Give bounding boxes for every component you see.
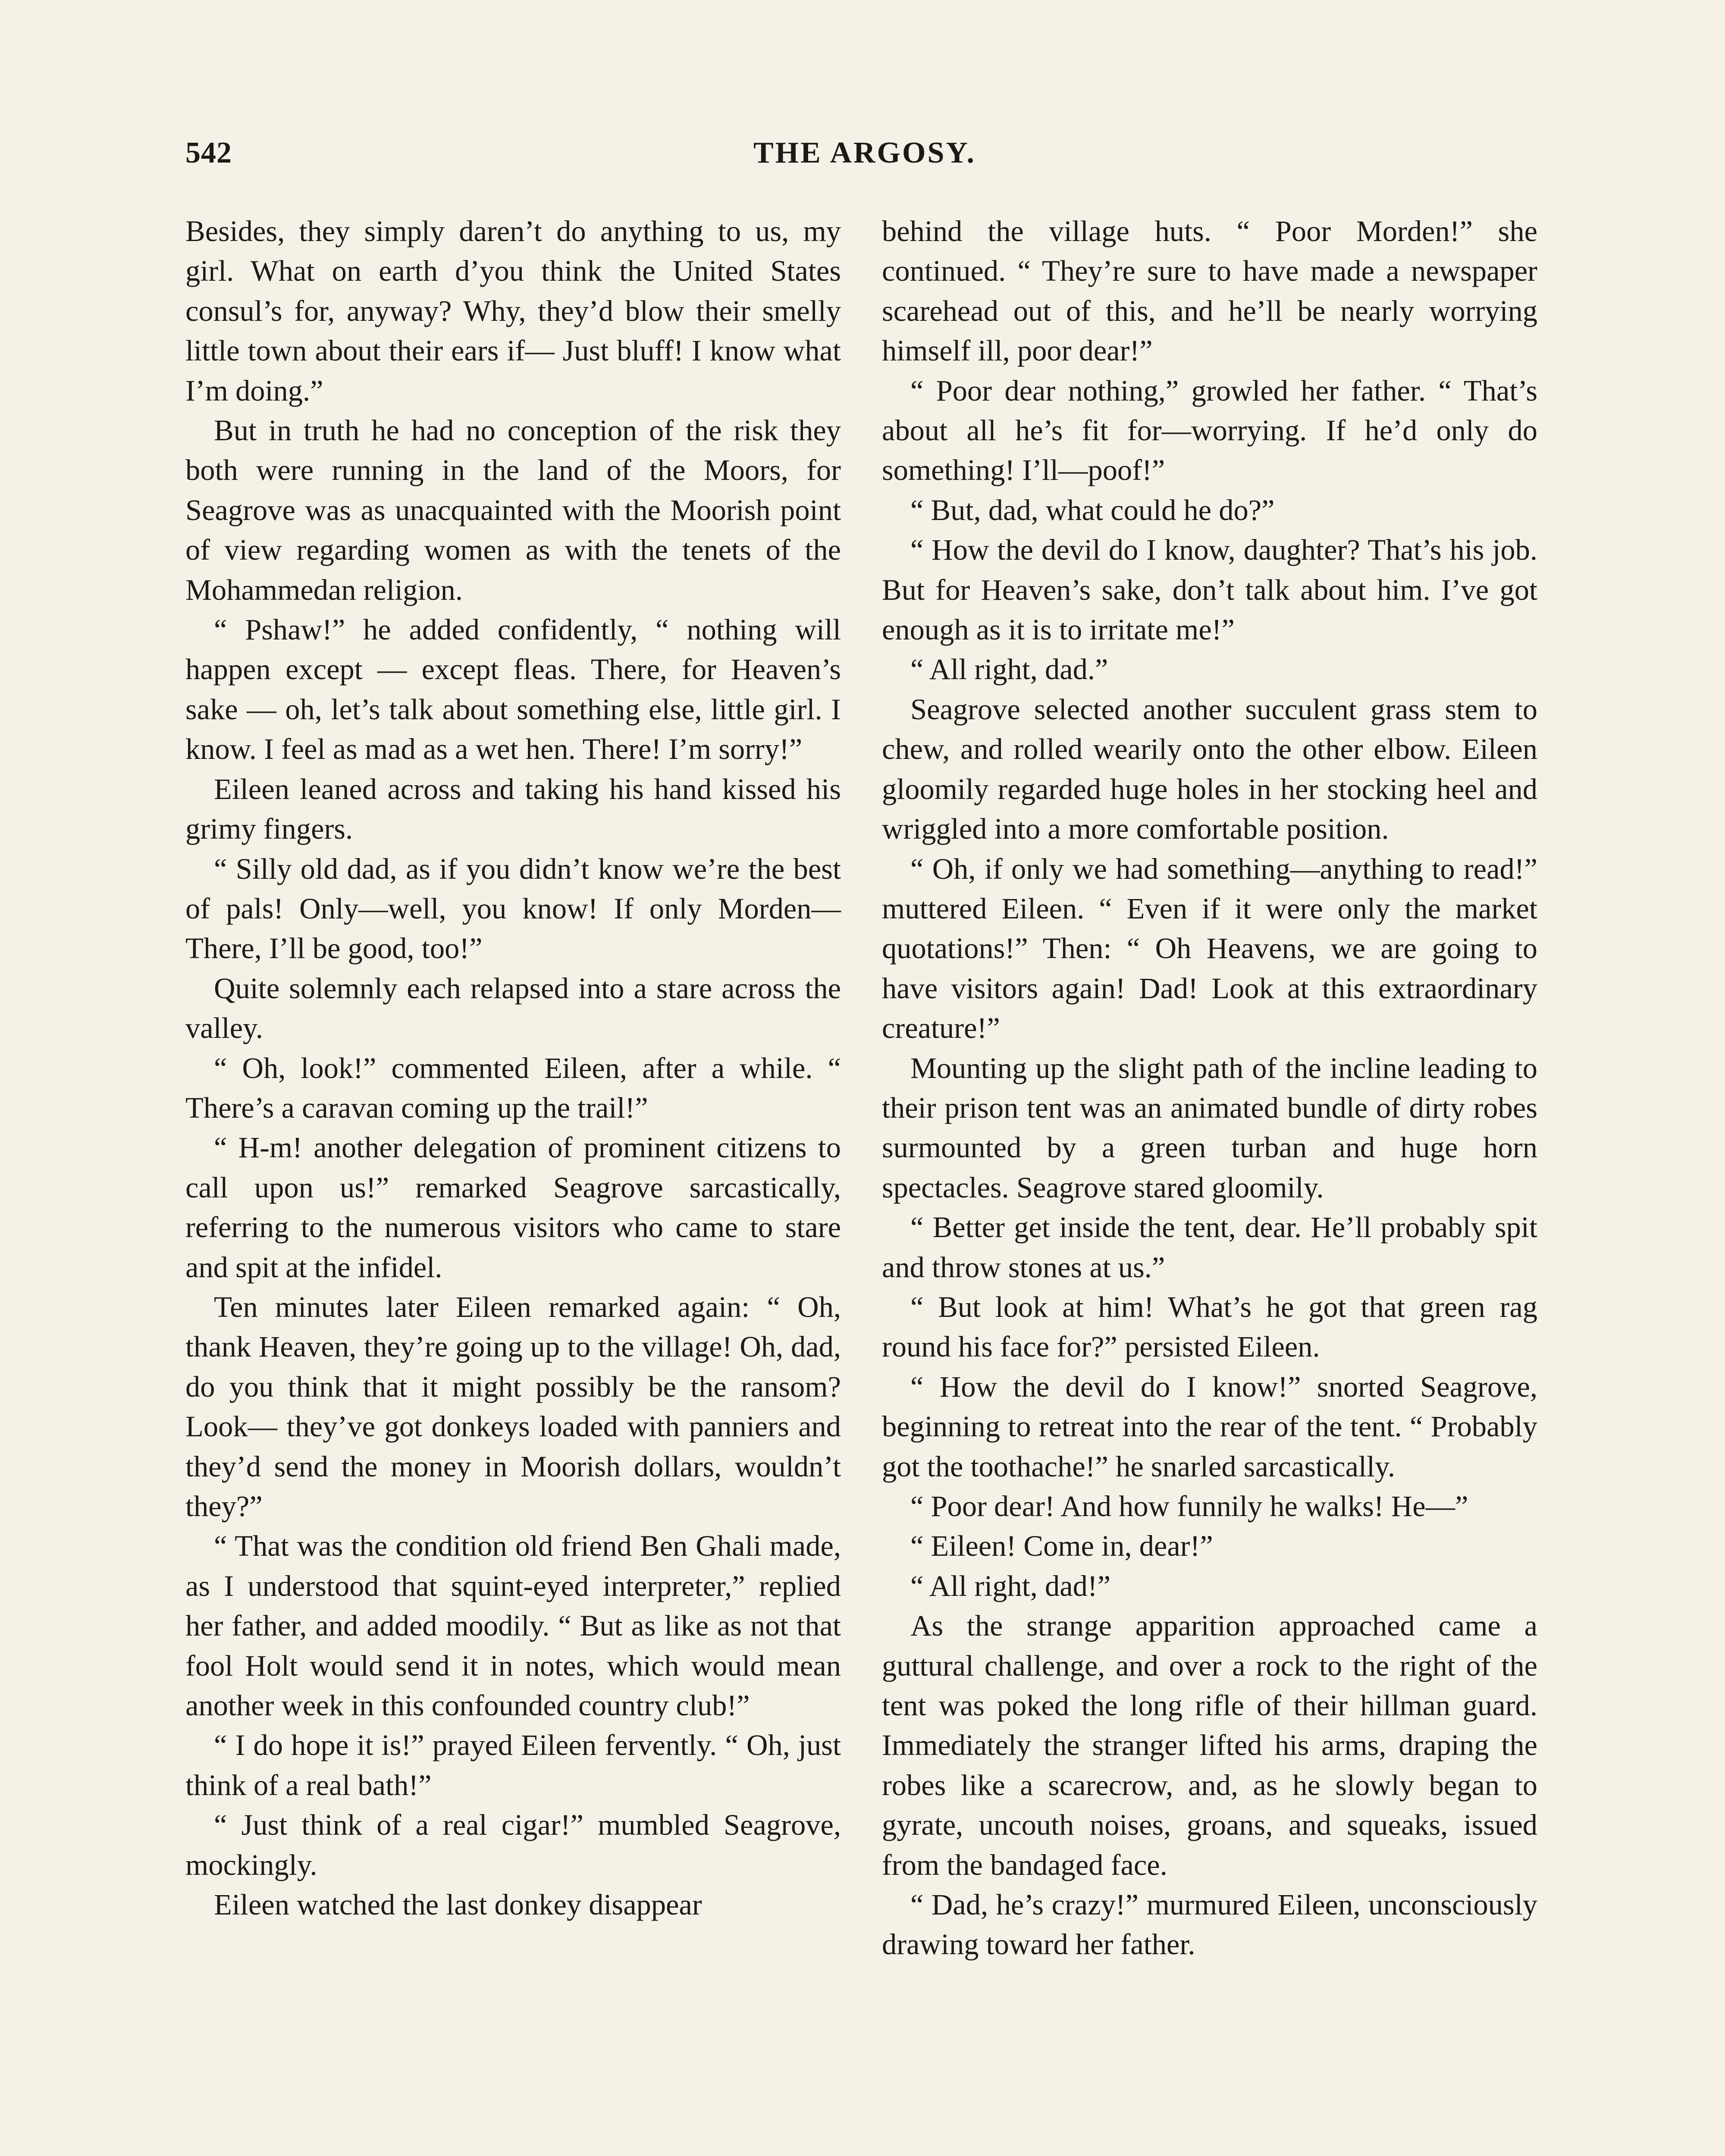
paragraph: “ Poor dear! And how funnily he walks! He—” xyxy=(910,1490,1468,1523)
paragraph: “ Eileen! Come in, dear!” xyxy=(910,1529,1213,1563)
paragraph: Mounting up the slight path of the incline leading to their prison tent was an animated bundle of dirty robes surmounted by a green turban and huge horn spectacles. Seagrove stared gloomily. xyxy=(882,1051,1537,1204)
paragraph: “ Oh, if only we had something—anything to read!” muttered Eileen. “ Even if it were only the market quotations!” Then: “ Oh Heavens, we are going to have visitors again! Dad! Look at this extraordinary creature!” xyxy=(882,852,1537,1045)
right-column xyxy=(882,211,1537,1965)
paragraph: “ H-m! another delegation of prominent citizens to call upon us!” remarked Seagrove sarcastically, referring to the numerous visitors who came to stare and spit at the infidel. xyxy=(185,1131,841,1284)
paragraph: Besides, they simply daren’t do anything to us, my girl. What on earth d’you think the United States consul’s for, anyway? Why, they’d blow their smelly little town about their ears if— Just bluff! I know what I’m doing.” xyxy=(185,215,841,407)
paragraph: “ But look at him! What’s he got that green rag round his face for?” persisted Eileen. xyxy=(882,1290,1537,1363)
paragraph: “ I do hope it is!” prayed Eileen fervently. “ Oh, just think of a real bath!” xyxy=(185,1729,841,1802)
paragraph: “ Oh, look!” commented Eileen, after a while. “ There’s a caravan coming up the trail!” xyxy=(185,1051,841,1124)
paragraph: “ Poor dear nothing,” growled her father. “ That’s about all he’s fit for—worrying. If he’d only do something! I’ll—poof!” xyxy=(882,374,1537,487)
running-head: THE ARGOSY. xyxy=(753,136,976,169)
paragraph: “ All right, dad!” xyxy=(910,1569,1111,1602)
paragraph: Ten minutes later Eileen remarked again: “ Oh, thank Heaven, they’re going up to the village! Oh, dad, do you think that it might possibly be the ransom? Look— they’ve got donkeys loaded with panniers and they’d send the money in Moorish dollars, wouldn’t they?” xyxy=(185,1290,841,1523)
paragraph: “ Just think of a real cigar!” mumbled Seagrove, mockingly. xyxy=(185,1808,841,1881)
paragraph: Seagrove selected another succulent grass stem to chew, and rolled wearily onto the other elbow. Eileen gloomily regarded huge holes in her stocking heel and wriggled into a more comfortable position. xyxy=(882,693,1537,846)
paragraph: Eileen watched the last donkey disappear xyxy=(214,1888,702,1921)
paragraph: “ How the devil do I know, daughter? That’s his job. But for Heaven’s sake, don’t talk about him. I’ve got enough as it is to irritate me!” xyxy=(882,533,1537,646)
paragraph: “ Dad, he’s crazy!” murmured Eileen, unconsciously drawing toward her father. xyxy=(882,1888,1537,1961)
paragraph: “ Better get inside the tent, dear. He’ll probably spit and throw stones at us.” xyxy=(882,1211,1537,1284)
paragraph: “ All right, dad.” xyxy=(910,653,1108,686)
page-header xyxy=(185,136,1544,179)
paragraph: As the strange apparition approached came a guttural challenge, and over a rock to the right of the tent was poked the long rifle of their hillman guard. Immediately the stranger lifted his arms, draping the robes like a scarecrow, and, as he slowly began to gyrate, uncouth noises, groans, and squeaks, issued from the bandaged face. xyxy=(882,1609,1537,1881)
left-column xyxy=(185,211,841,1924)
paragraph: behind the village huts. “ Poor Morden!” she continued. “ They’re sure to have made a newspaper scarehead out of this, and he’ll be nearly worrying himself ill, poor dear!” xyxy=(882,215,1537,367)
paragraph: “ But, dad, what could he do?” xyxy=(910,493,1275,526)
paragraph: But in truth he had no conception of the risk they both were running in the land of the Moors, for Seagrove was as unacquainted with the Moorish point of view regarding women as with the tenets of the Mohammedan religion. xyxy=(185,414,841,606)
paragraph: “ How the devil do I know!” snorted Seagrove, beginning to retreat into the rear of the tent. “ Probably got the toothache!” he snarled sarcastically. xyxy=(882,1370,1537,1483)
paragraph: Quite solemnly each relapsed into a stare across the valley. xyxy=(185,971,841,1045)
page-number: 542 xyxy=(185,136,232,169)
paragraph: “ Silly old dad, as if you didn’t know we’re the best of pals! Only—well, you know! If only Morden— There, I’ll be good, too!” xyxy=(185,852,841,965)
paragraph: “ Pshaw!” he added confidently, “ nothing will happen except — except fleas. There, for Heaven’s sake — oh, let’s talk about something else, little girl. I know. I feel as mad as a wet hen. There! I’m sorry!” xyxy=(185,613,841,766)
paragraph: Eileen leaned across and taking his hand kissed his grimy fingers. xyxy=(185,772,841,846)
paragraph: “ That was the condition old friend Ben Ghali made, as I understood that squint-eyed interpreter,” replied her father, and added moodily. “ But as like as not that fool Holt would send it in notes, which would mean another week in this confounded country club!” xyxy=(185,1529,841,1722)
